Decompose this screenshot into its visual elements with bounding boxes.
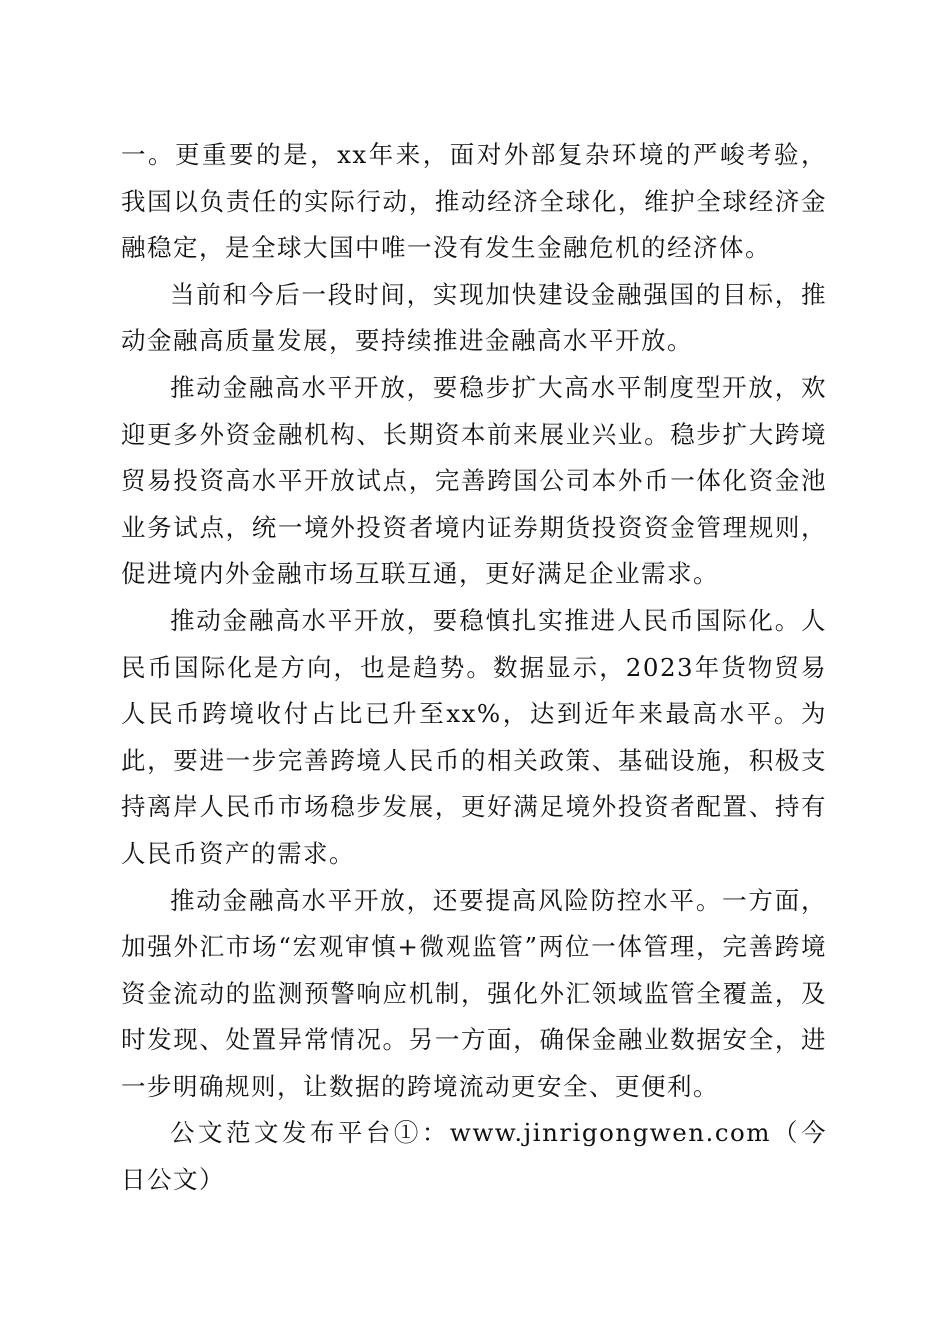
paragraph-risk-control: 推动金融高水平开放，还要提高风险防控水平。一方面，加强外汇市场“宏观审慎+微观监管”两位一体管理，完善跨境资金流动的监测预警响应机制，强化外汇领域监管全覆盖，及时发现、处置异常情况。另一方面，确保金融业数据安全，进一步明确规则，让数据的跨境流动更安全、更便利。 xyxy=(121,885,827,1101)
paragraph-continuation: 一。更重要的是，xx年来，面对外部复杂环境的严峻考验，我国以负责任的实际行动，推动经济全球化，维护全球经济金融稳定，是全球大国中唯一没有发生金融危机的经济体。 xyxy=(121,140,827,263)
paragraph-source-note: 公文范文发布平台①：www.jinrigongwen.com（今日公文） xyxy=(121,1118,827,1195)
paragraph-rmb-internationalization: 推动金融高水平开放，要稳慎扎实推进人民币国际化。人民币国际化是方向，也是趋势。数据显示，2023年货物贸易人民币跨境收付占比已升至xx%，达到近年来最高水平。为此，要进一步完善跨境人民币的相关政策、基础设施，积极支持离岸人民币市场稳步发展，更好满足境外投资者配置、持有人民币资产的需求。 xyxy=(121,605,827,868)
paragraph-institutional-opening: 推动金融高水平开放，要稳步扩大高水平制度型开放，欢迎更多外资金融机构、长期资本前来展业兴业。稳步扩大跨境贸易投资高水平开放试点，完善跨国公司本外币一体化资金池业务试点，统一境外投资者境内证券期货投资资金管理规则，促进境内外金融市场互联互通，更好满足企业需求。 xyxy=(121,372,827,589)
paragraph-intro: 当前和今后一段时间，实现加快建设金融强国的目标，推动金融高质量发展，要持续推进金融高水平开放。 xyxy=(121,279,827,356)
document-body xyxy=(121,132,827,1204)
